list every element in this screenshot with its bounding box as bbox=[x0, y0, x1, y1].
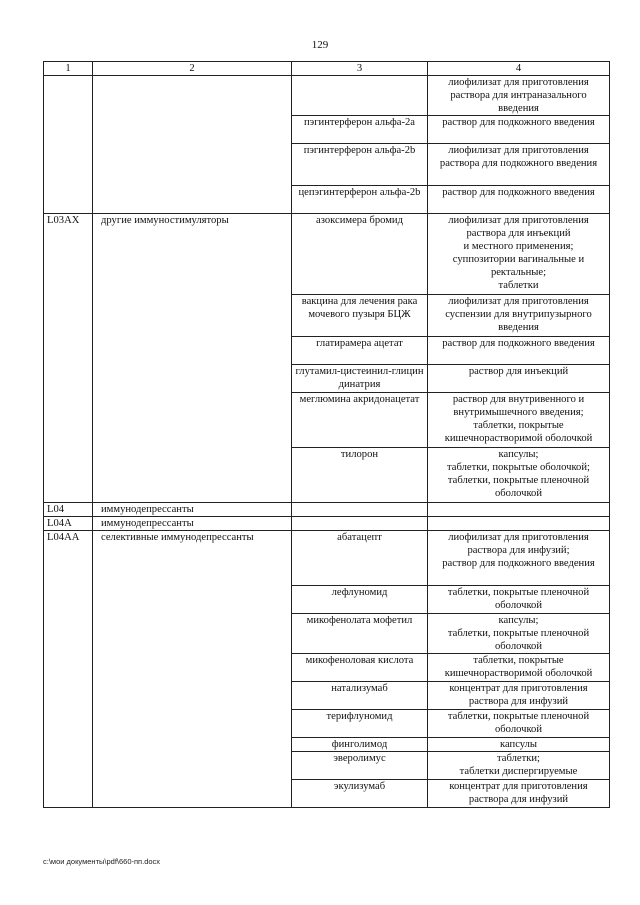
dosage-form-cell: концентрат для приготовления раствора для инфузий bbox=[428, 780, 610, 808]
atc-code-cell: L03AX bbox=[44, 214, 93, 503]
group-name-cell: иммунодепрессанты bbox=[93, 503, 292, 517]
dosage-form-cell: раствор для подкожного введения bbox=[428, 186, 610, 214]
group-name-cell: иммунодепрессанты bbox=[93, 517, 292, 531]
atc-code-cell: L04 bbox=[44, 503, 93, 517]
dosage-form-cell: лиофилизат для приготовления раствора для инфузий; раствор для подкожного введения bbox=[428, 531, 610, 586]
table-body bbox=[44, 76, 610, 808]
drug-name-cell: натализумаб bbox=[292, 682, 428, 710]
drug-name-cell: финголимод bbox=[292, 738, 428, 752]
dosage-form-cell: лиофилизат для приготовления суспензии для внутрипузырного введения bbox=[428, 295, 610, 337]
table-row bbox=[44, 214, 610, 295]
dosage-form-cell bbox=[428, 517, 610, 531]
drug-name-cell: тилорон bbox=[292, 448, 428, 503]
atc-code-cell: L04AA bbox=[44, 531, 93, 808]
table-header-row bbox=[44, 62, 610, 76]
drug-name-cell: терифлуномид bbox=[292, 710, 428, 738]
dosage-form-cell: капсулы; таблетки, покрытые оболочкой; таблетки, покрытые пленочной оболочкой bbox=[428, 448, 610, 503]
dosage-form-cell: раствор для инъекций bbox=[428, 365, 610, 393]
column-header-2: 2 bbox=[93, 62, 292, 76]
dosage-form-cell: раствор для внутривенного и внутримышечного введения; таблетки, покрытые кишечнорастворимой оболочкой bbox=[428, 393, 610, 448]
column-header-4: 4 bbox=[428, 62, 610, 76]
dosage-form-cell: капсулы bbox=[428, 738, 610, 752]
drug-name-cell: глутамил-цистеинил-глицин динатрия bbox=[292, 365, 428, 393]
drug-name-cell: меглюмина акридонацетат bbox=[292, 393, 428, 448]
dosage-form-cell: таблетки, покрытые кишечнорастворимой оболочкой bbox=[428, 654, 610, 682]
drug-name-cell: цепэгинтерферон альфа-2b bbox=[292, 186, 428, 214]
page-number: 129 bbox=[311, 39, 329, 51]
dosage-form-cell: таблетки; таблетки диспергируемые bbox=[428, 752, 610, 780]
table-row bbox=[44, 76, 610, 116]
footer-file-path: c:\мои документы\pdf\660-пп.docx bbox=[43, 857, 161, 866]
drug-name-cell: вакцина для лечения рака мочевого пузыря БЦЖ bbox=[292, 295, 428, 337]
dosage-form-cell bbox=[428, 503, 610, 517]
drug-name-cell: пэгинтерферон альфа-2b bbox=[292, 144, 428, 186]
dosage-form-cell: лиофилизат для приготовления раствора для инъекций и местного применения; суппозитории вагинальные и ректальные; таблетки bbox=[428, 214, 610, 295]
atc-code-cell: L04A bbox=[44, 517, 93, 531]
table-row bbox=[44, 517, 610, 531]
dosage-form-cell: таблетки, покрытые пленочной оболочкой bbox=[428, 710, 610, 738]
dosage-form-cell: раствор для подкожного введения bbox=[428, 337, 610, 365]
drug-name-cell: азоксимера бромид bbox=[292, 214, 428, 295]
drug-name-cell: экулизумаб bbox=[292, 780, 428, 808]
drug-name-cell bbox=[292, 517, 428, 531]
dosage-form-cell: раствор для подкожного введения bbox=[428, 116, 610, 144]
drug-name-cell bbox=[292, 76, 428, 116]
column-header-1: 1 bbox=[44, 62, 93, 76]
drug-name-cell: микофенолата мофетил bbox=[292, 614, 428, 654]
group-name-cell: другие иммуностимуляторы bbox=[93, 214, 292, 503]
dosage-form-cell: концентрат для приготовления раствора для инфузий bbox=[428, 682, 610, 710]
dosage-form-cell: лиофилизат для приготовления раствора для подкожного введения bbox=[428, 144, 610, 186]
atc-code-cell bbox=[44, 76, 93, 214]
group-name-cell: селективные иммунодепрессанты bbox=[93, 531, 292, 808]
dosage-form-cell: таблетки, покрытые пленочной оболочкой bbox=[428, 586, 610, 614]
drug-name-cell: микофеноловая кислота bbox=[292, 654, 428, 682]
drug-name-cell: лефлуномид bbox=[292, 586, 428, 614]
drug-name-cell: пэгинтерферон альфа-2a bbox=[292, 116, 428, 144]
drug-name-cell: эверолимус bbox=[292, 752, 428, 780]
table-row bbox=[44, 503, 610, 517]
dosage-form-cell: лиофилизат для приготовления раствора для интраназального введения bbox=[428, 76, 610, 116]
drug-table bbox=[43, 61, 610, 808]
group-name-cell bbox=[93, 76, 292, 214]
table-row bbox=[44, 531, 610, 586]
drug-name-cell: глатирамера ацетат bbox=[292, 337, 428, 365]
column-header-3: 3 bbox=[292, 62, 428, 76]
drug-name-cell bbox=[292, 503, 428, 517]
dosage-form-cell: капсулы; таблетки, покрытые пленочной оболочкой bbox=[428, 614, 610, 654]
drug-name-cell: абатацепт bbox=[292, 531, 428, 586]
